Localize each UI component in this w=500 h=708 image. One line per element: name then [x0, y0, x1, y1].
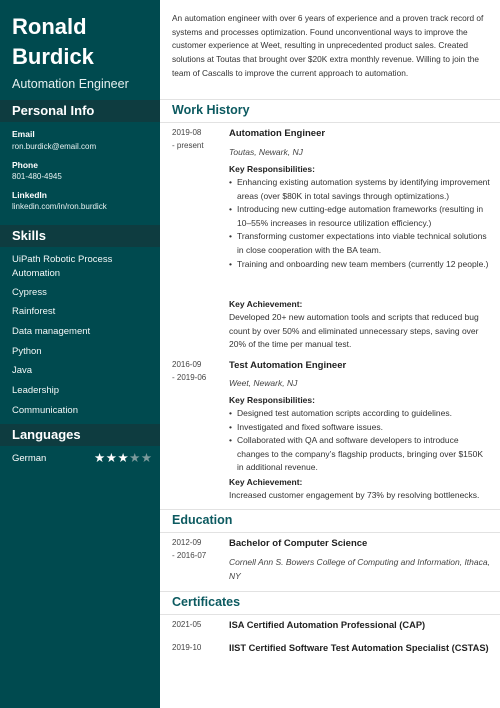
star-filled-icon: ★: [94, 451, 106, 465]
list-item: • Training and onboarding new team members (currently 12 people.): [229, 258, 491, 272]
main-content: [160, 0, 500, 708]
list-item: • Enhancing existing automation systems by identifying improvement areas (over $80K in total savings through optimizations.): [229, 176, 491, 203]
summary: An automation engineer with over 6 years of experience and a proven track record of systems and processes optimization. Found unconventional ways to improve the customer experience at Weet, resulting in unprecedented product sales. Created solutions at Toutas that brought over $20K extra monthly revenue. Willing to join the team of Cascalls to improve the current approach to automation.: [172, 13, 484, 78]
certificate-date: 2021-05: [172, 620, 202, 629]
job-company: Toutas, Newark, NJ: [229, 147, 303, 157]
list-item: • Investigated and fixed software issues.: [229, 421, 491, 435]
list-item: • Transforming customer expectations into viable technical solutions in close cooperation with the BA team.: [229, 230, 491, 257]
achievement-text: Developed 20+ new automation tools and scripts that reduced bug count by over 50% and eliminated unnecessary steps, saving over 20% of the time per manual test.: [229, 312, 479, 350]
email-value[interactable]: ron.burdick@email.com: [12, 142, 97, 151]
linkedin-label: LinkedIn: [12, 190, 47, 200]
achievement-label: Key Achievement:: [229, 299, 303, 309]
divider: [160, 509, 500, 510]
divider: [160, 122, 500, 123]
certificate-name: IIST Certified Software Test Automation Specialist (CSTAS): [229, 643, 489, 653]
responsibilities-list: [229, 407, 491, 475]
school: Cornell Ann S. Bowers College of Computing and Information, Ithaca, NY: [229, 557, 490, 581]
phone-label: Phone: [12, 160, 38, 170]
achievement-label: Key Achievement:: [229, 477, 303, 487]
certificate-date: 2019-10: [172, 643, 202, 652]
education-dates: 2012-09 - 2016-07: [172, 538, 207, 560]
skill-item: Python: [12, 346, 42, 357]
skills-heading: Skills: [0, 225, 160, 247]
name-last: Burdick: [12, 44, 94, 69]
divider: [160, 614, 500, 615]
list-item: • Collaborated with QA and software developers to introduce changes to the company’s flagship products, bringing over $150K in additional revenue.: [229, 434, 491, 475]
star-filled-icon: ★: [105, 451, 118, 465]
achievement-text: Increased customer engagement by 73% by resolving bottlenecks.: [229, 490, 480, 500]
job-dates: 2019-08 - present: [172, 128, 204, 150]
degree: Bachelor of Computer Science: [229, 538, 368, 549]
candidate-name: [12, 12, 94, 72]
divider: [160, 99, 500, 100]
job-company: Weet, Newark, NJ: [229, 378, 298, 388]
language-rating: [94, 450, 153, 465]
languages-heading: Languages: [0, 424, 160, 446]
star-filled-icon: ★: [117, 451, 130, 465]
responsibilities-label: Key Responsibilities:: [229, 395, 315, 405]
sidebar: [0, 0, 160, 708]
skill-item: Data management: [12, 326, 91, 337]
divider: [160, 591, 500, 592]
name-first: Ronald: [12, 14, 87, 39]
skill-item: Cypress: [12, 287, 47, 298]
certificate-name: ISA Certified Automation Professional (CAP): [229, 620, 426, 630]
linkedin-value[interactable]: linkedin.com/in/ron.burdick: [12, 202, 107, 211]
divider: [160, 532, 500, 533]
responsibilities-list: [229, 176, 491, 271]
work-history-heading: Work History: [172, 103, 250, 117]
responsibilities-label: Key Responsibilities:: [229, 164, 315, 174]
skill-item: Rainforest: [12, 306, 56, 317]
job-dates: 2016-09 - 2019-06: [172, 360, 207, 382]
skill-item: UiPath Robotic Process Automation: [12, 254, 113, 279]
skill-item: Leadership: [12, 385, 60, 396]
list-item: • Introducing new cutting-edge automation frameworks (resulting in 10–55% increases in resource utilization efficiency.): [229, 203, 491, 230]
job-title: Test Automation Engineer: [229, 360, 347, 371]
education-heading: Education: [172, 513, 233, 527]
candidate-title: Automation Engineer: [12, 77, 129, 91]
star-empty-icon: ★: [129, 451, 141, 465]
skill-item: Communication: [12, 405, 78, 416]
email-label: Email: [12, 129, 35, 139]
star-empty-icon: ★: [140, 451, 153, 465]
language-name: German: [12, 453, 47, 464]
list-item: • Designed test automation scripts according to guidelines.: [229, 407, 491, 421]
certificates-heading: Certificates: [172, 595, 241, 609]
personal-info-heading: Personal Info: [0, 100, 160, 122]
skill-item: Java: [12, 365, 33, 376]
job-title: Automation Engineer: [229, 128, 326, 139]
phone-value[interactable]: 801-480-4945: [12, 172, 62, 181]
